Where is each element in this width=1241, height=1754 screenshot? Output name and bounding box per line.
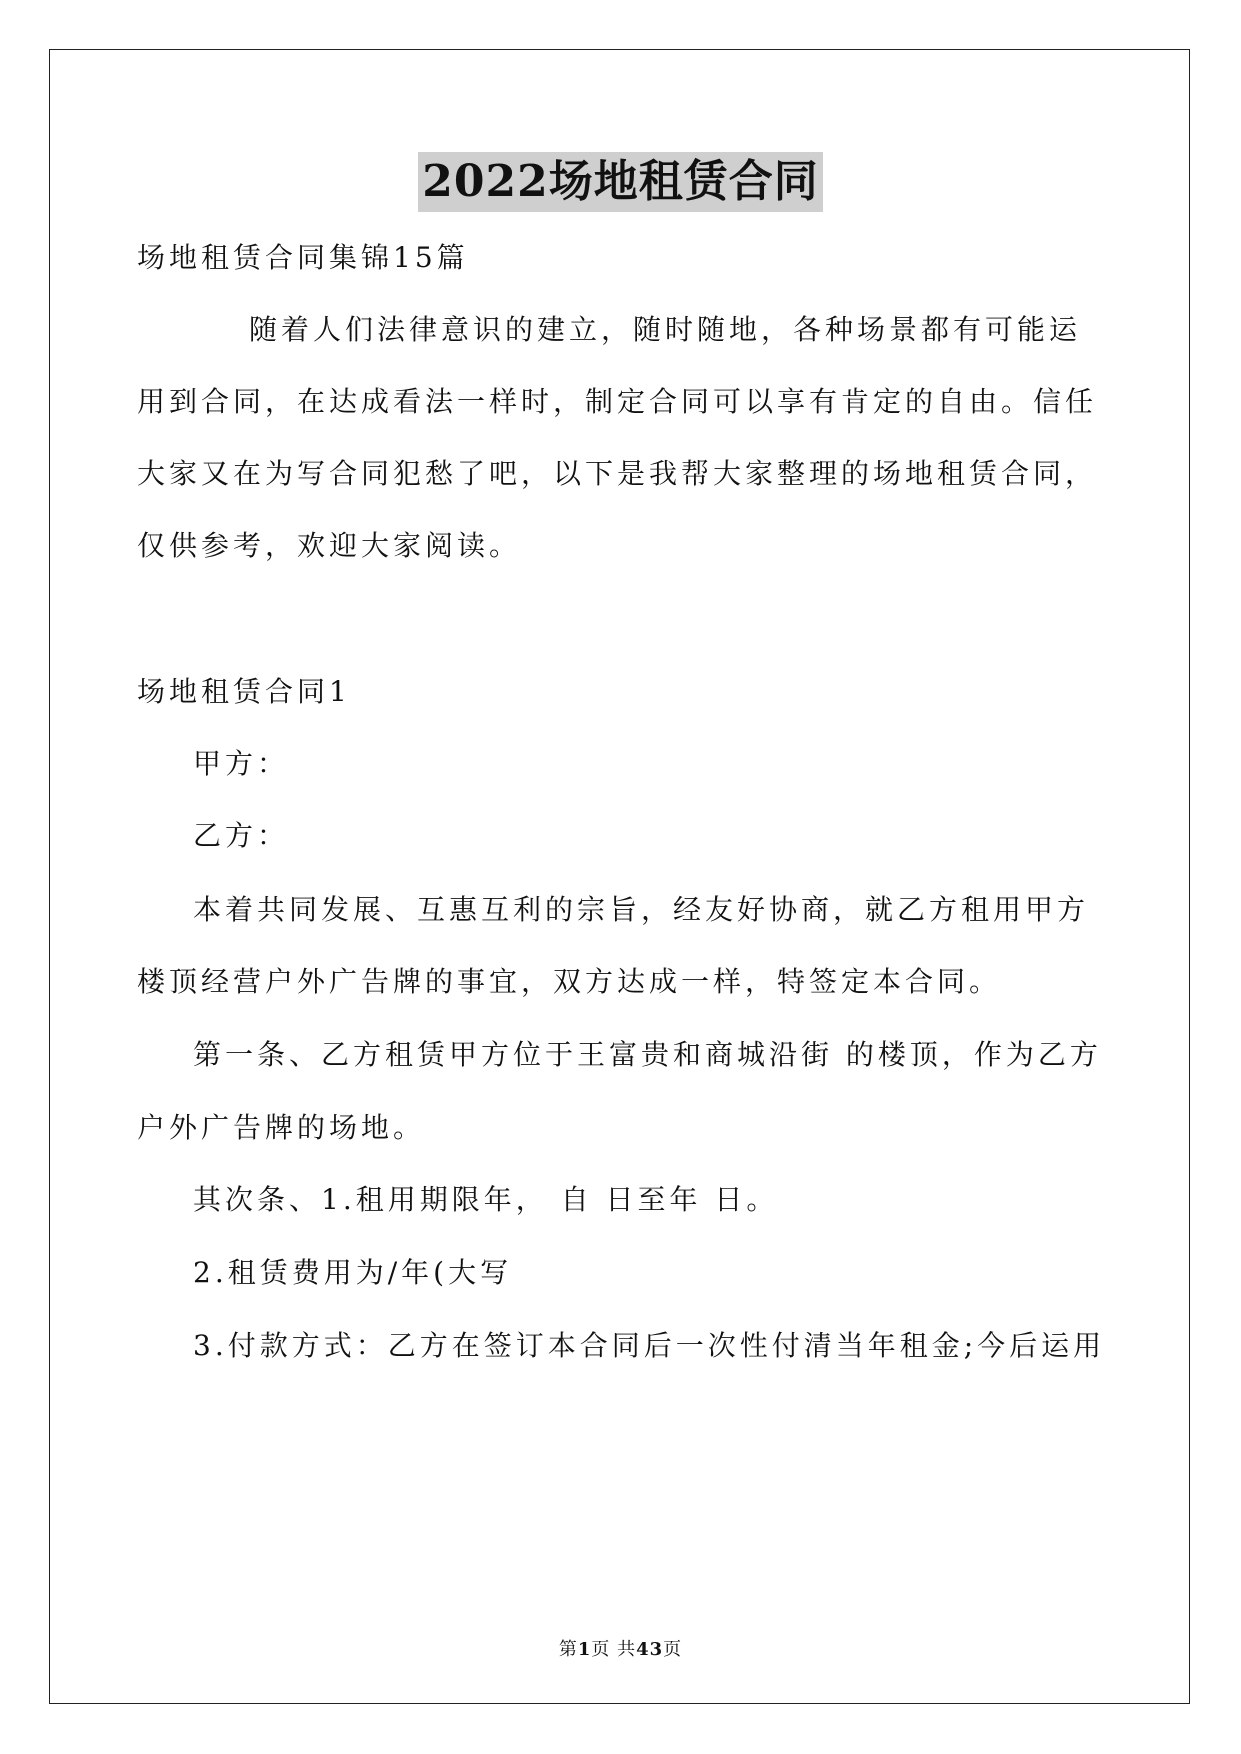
body-line-7: 3.付款方式：乙方在签订本合同后一次性付清当年租金;今后运用 xyxy=(193,1329,1106,1362)
party-b-label: 乙方： xyxy=(193,819,290,852)
body-line-3: 第一条、乙方租赁甲方位于王富贵和商城沿街 的楼顶，作为乙方 xyxy=(193,1038,1102,1071)
body-line-4: 户外广告牌的场地。 xyxy=(137,1111,426,1144)
intro-line-1: 随着人们法律意识的建立，随时随地，各种场景都有可能运 xyxy=(249,313,1082,346)
section-heading: 场地租赁合同1 xyxy=(137,675,351,708)
page-suffix: 页 xyxy=(663,1639,683,1660)
intro-line-2: 用到合同，在达成看法一样时，制定合同可以享有肯定的自由。信任 xyxy=(137,385,1098,418)
intro-line-3: 大家又在为写合同犯愁了吧，以下是我帮大家整理的场地租赁合同， xyxy=(137,457,1098,490)
page-prefix: 第 xyxy=(558,1639,578,1660)
body-line-2: 楼顶经营户外广告牌的事宜，双方达成一样，特签定本合同。 xyxy=(137,965,1002,998)
body-line-5: 其次条、1.租用期限年， 自 日至年 日。 xyxy=(193,1183,779,1216)
page-border xyxy=(49,49,1190,1704)
document-title: 2022场地租赁合同 xyxy=(418,152,822,212)
document-subtitle: 场地租赁合同集锦15篇 xyxy=(137,241,469,274)
page-current: 1 xyxy=(577,1639,592,1660)
intro-line-4: 仅供参考，欢迎大家阅读。 xyxy=(137,529,522,562)
page-mid: 页 共 xyxy=(591,1639,637,1660)
page-total: 43 xyxy=(636,1639,664,1660)
party-a-label: 甲方： xyxy=(193,747,290,780)
body-line-6: 2.租赁费用为/年(大写 xyxy=(193,1256,513,1289)
title-container xyxy=(0,152,1241,212)
page-footer xyxy=(0,1635,1241,1661)
body-line-1: 本着共同发展、互惠互利的宗旨，经友好协商，就乙方租用甲方 xyxy=(193,893,1090,926)
